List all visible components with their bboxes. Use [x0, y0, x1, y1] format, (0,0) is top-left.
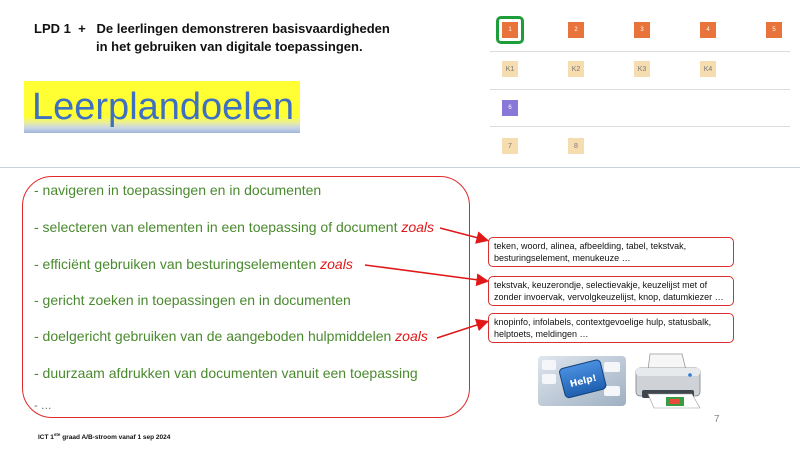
item-text: - navigeren in toepassingen en in documenten [34, 182, 322, 198]
goal-cell-1[interactable]: 1 [502, 22, 518, 38]
footer-suffix: graad A/B-stroom vanaf 1 sep 2024 [60, 434, 171, 442]
lpd-line2: in het gebruiken van digitale toepassingen. [96, 39, 363, 54]
goal-cell-4[interactable]: 4 [700, 22, 716, 38]
goal-cell-3[interactable]: 3 [634, 22, 650, 38]
item-text: - selecteren van elementen in een toepassing of document [34, 219, 402, 235]
example-box-selecteren: teken, woord, alinea, afbeelding, tabel, tekstvak, besturingselement, menukeuze … [488, 237, 734, 267]
item-text: - … [34, 400, 52, 412]
goal-cell-2[interactable]: 2 [568, 22, 584, 38]
help-key-label: Help! [569, 373, 598, 390]
page-title: Leerplandoelen [32, 86, 295, 128]
goal-cell-6[interactable]: 6 [502, 100, 518, 116]
footer-text [38, 432, 170, 441]
item-text: - efficiënt gebruiken van besturingselementen [34, 256, 321, 272]
page-number: 7 [714, 414, 720, 425]
goal-cell-k4[interactable]: K4 [700, 61, 716, 77]
printer-icon [630, 350, 708, 410]
item-text: - doelgericht gebruiken van de aangeboden hulpmiddelen [34, 328, 396, 344]
example-box-besturing: tekstvak, keuzerondje, selectievakje, keuzelijst met of zonder invoervak, vervolgkeuzelijst, knop, datumkiezer … [488, 276, 734, 306]
lpd-plus: + [78, 21, 86, 36]
item-text: - duurzaam afdrukken van documenten vanuit een toepassing [34, 365, 418, 381]
goal-cell-k2[interactable]: K2 [568, 61, 584, 77]
footer-prefix: ICT 1 [38, 434, 54, 442]
goal-cell-k1[interactable]: K1 [502, 61, 518, 77]
help-key-icon [538, 350, 626, 410]
item-text: - gericht zoeken in toepassingen en in documenten [34, 292, 351, 308]
footer-sup: ste [53, 432, 61, 437]
item-emphasis: zoals [320, 256, 353, 272]
goal-cell-5[interactable]: 5 [766, 22, 782, 38]
lpd-label: LPD 1 [34, 21, 71, 36]
goal-cell-k3[interactable]: K3 [634, 61, 650, 77]
item-emphasis: zoals [395, 328, 428, 344]
lpd-line1: De leerlingen demonstreren basisvaardigheden [96, 21, 390, 36]
goal-cell-8[interactable]: 8 [568, 138, 584, 154]
item-emphasis: zoals [401, 219, 435, 235]
goal-cell-7[interactable]: 7 [502, 138, 518, 154]
example-box-hulpmiddelen: knopinfo, infolabels, contextgevoelige hulp, statusbalk, helptoets, meldingen … [488, 313, 734, 343]
